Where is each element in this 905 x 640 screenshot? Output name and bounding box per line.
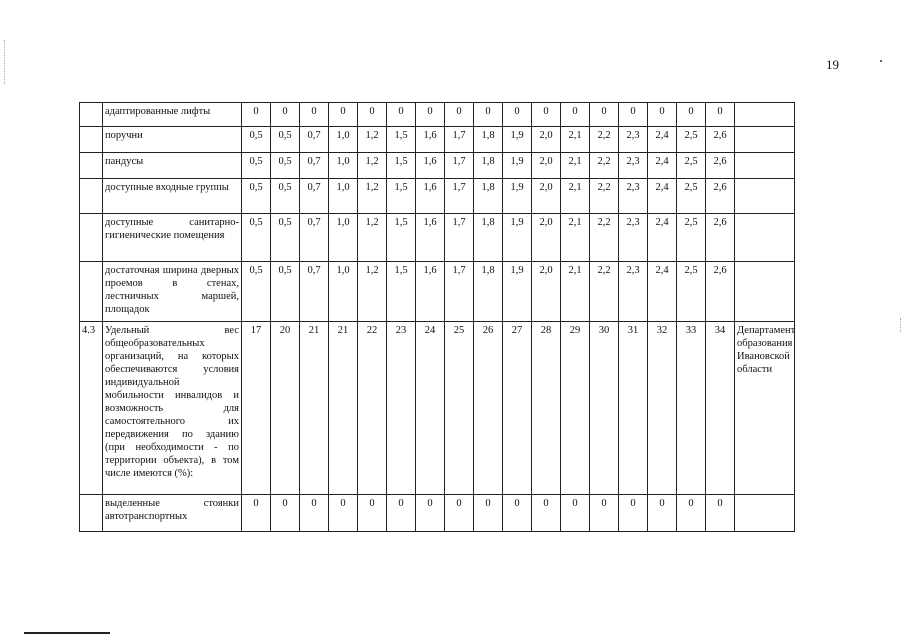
value-cell: 30 xyxy=(590,322,619,495)
value-cell: 29 xyxy=(561,322,590,495)
value-cell: 0 xyxy=(561,495,590,532)
value-cell: 2,2 xyxy=(590,153,619,179)
value-cell: 2,4 xyxy=(648,262,677,322)
value-cell: 2,2 xyxy=(590,127,619,153)
table-row xyxy=(80,153,795,179)
value-cell: 1,5 xyxy=(387,262,416,322)
value-cell: 2,6 xyxy=(706,262,735,322)
value-cell: 1,8 xyxy=(474,127,503,153)
row-number: 4.3 xyxy=(80,322,103,495)
value-cell: 1,2 xyxy=(358,127,387,153)
value-cell: 0 xyxy=(358,103,387,127)
value-cell: 2,0 xyxy=(532,127,561,153)
value-cell: 0,5 xyxy=(271,262,300,322)
value-cell: 1,7 xyxy=(445,214,474,262)
value-cell: 2,6 xyxy=(706,214,735,262)
value-cell: 2,2 xyxy=(590,262,619,322)
value-cell: 2,5 xyxy=(677,153,706,179)
value-cell: 0 xyxy=(619,103,648,127)
value-cell: 1,0 xyxy=(329,214,358,262)
value-cell: 0 xyxy=(416,495,445,532)
value-cell: 2,4 xyxy=(648,153,677,179)
value-cell: 1,7 xyxy=(445,262,474,322)
value-cell: 33 xyxy=(677,322,706,495)
row-number xyxy=(80,495,103,532)
indicator-label: адаптированные лифты xyxy=(103,103,242,127)
value-cell: 0,5 xyxy=(271,127,300,153)
responsible-executor xyxy=(735,127,795,153)
value-cell: 0 xyxy=(445,103,474,127)
value-cell: 28 xyxy=(532,322,561,495)
value-cell: 1,7 xyxy=(445,153,474,179)
value-cell: 1,6 xyxy=(416,179,445,214)
responsible-executor xyxy=(735,262,795,322)
value-cell: 20 xyxy=(271,322,300,495)
value-cell: 1,5 xyxy=(387,214,416,262)
table-row xyxy=(80,322,795,495)
value-cell: 1,0 xyxy=(329,179,358,214)
row-number xyxy=(80,214,103,262)
value-cell: 1,6 xyxy=(416,153,445,179)
value-cell: 0 xyxy=(648,495,677,532)
value-cell: 1,5 xyxy=(387,127,416,153)
value-cell: 1,8 xyxy=(474,179,503,214)
value-cell: 22 xyxy=(358,322,387,495)
row-number xyxy=(80,262,103,322)
value-cell: 0,7 xyxy=(300,127,329,153)
value-cell: 0,5 xyxy=(242,153,271,179)
value-cell: 2,3 xyxy=(619,214,648,262)
value-cell: 0 xyxy=(416,103,445,127)
value-cell: 0 xyxy=(300,495,329,532)
table-row xyxy=(80,214,795,262)
value-cell: 1,0 xyxy=(329,153,358,179)
value-cell: 1,9 xyxy=(503,127,532,153)
value-cell: 0 xyxy=(445,495,474,532)
value-cell: 0 xyxy=(271,103,300,127)
row-number xyxy=(80,103,103,127)
value-cell: 0,5 xyxy=(271,214,300,262)
value-cell: 0,5 xyxy=(242,127,271,153)
value-cell: 0 xyxy=(706,495,735,532)
value-cell: 0 xyxy=(648,103,677,127)
responsible-executor xyxy=(735,153,795,179)
value-cell: 0 xyxy=(387,495,416,532)
value-cell: 26 xyxy=(474,322,503,495)
value-cell: 0 xyxy=(242,495,271,532)
value-cell: 1,0 xyxy=(329,127,358,153)
table-row xyxy=(80,262,795,322)
value-cell: 1,5 xyxy=(387,179,416,214)
value-cell: 2,1 xyxy=(561,179,590,214)
value-cell: 0 xyxy=(242,103,271,127)
value-cell: 0 xyxy=(271,495,300,532)
indicator-label: пандусы xyxy=(103,153,242,179)
value-cell: 2,0 xyxy=(532,214,561,262)
value-cell: 2,3 xyxy=(619,127,648,153)
value-cell: 21 xyxy=(300,322,329,495)
value-cell: 2,3 xyxy=(619,262,648,322)
value-cell: 2,5 xyxy=(677,179,706,214)
value-cell: 2,2 xyxy=(590,214,619,262)
value-cell: 25 xyxy=(445,322,474,495)
value-cell: 1,6 xyxy=(416,214,445,262)
margin-mark xyxy=(4,40,6,84)
value-cell: 1,9 xyxy=(503,262,532,322)
value-cell: 0 xyxy=(532,103,561,127)
value-cell: 1,8 xyxy=(474,214,503,262)
value-cell: 21 xyxy=(329,322,358,495)
value-cell: 23 xyxy=(387,322,416,495)
value-cell: 0 xyxy=(329,103,358,127)
value-cell: 2,5 xyxy=(677,127,706,153)
value-cell: 2,2 xyxy=(590,179,619,214)
value-cell: 1,8 xyxy=(474,262,503,322)
value-cell: 17 xyxy=(242,322,271,495)
value-cell: 24 xyxy=(416,322,445,495)
value-cell: 0,5 xyxy=(271,153,300,179)
value-cell: 0,7 xyxy=(300,214,329,262)
value-cell: 0 xyxy=(677,103,706,127)
table-row xyxy=(80,103,795,127)
value-cell: 1,5 xyxy=(387,153,416,179)
value-cell: 0 xyxy=(300,103,329,127)
value-cell: 2,6 xyxy=(706,153,735,179)
value-cell: 1,8 xyxy=(474,153,503,179)
value-cell: 1,2 xyxy=(358,179,387,214)
value-cell: 32 xyxy=(648,322,677,495)
value-cell: 2,5 xyxy=(677,262,706,322)
row-number xyxy=(80,127,103,153)
value-cell: 0 xyxy=(590,495,619,532)
value-cell: 2,5 xyxy=(677,214,706,262)
value-cell: 2,3 xyxy=(619,179,648,214)
responsible-executor xyxy=(735,103,795,127)
footnote-rule xyxy=(24,632,110,634)
value-cell: 1,9 xyxy=(503,153,532,179)
value-cell: 2,0 xyxy=(532,179,561,214)
value-cell: 0 xyxy=(358,495,387,532)
value-cell: 0 xyxy=(677,495,706,532)
value-cell: 2,4 xyxy=(648,179,677,214)
responsible-executor xyxy=(735,495,795,532)
value-cell: 2,3 xyxy=(619,153,648,179)
indicators-table xyxy=(79,102,795,532)
value-cell: 0,7 xyxy=(300,153,329,179)
value-cell: 1,7 xyxy=(445,179,474,214)
value-cell: 2,1 xyxy=(561,262,590,322)
value-cell: 2,1 xyxy=(561,214,590,262)
value-cell: 0,5 xyxy=(242,214,271,262)
value-cell: 0 xyxy=(387,103,416,127)
table-row xyxy=(80,495,795,532)
value-cell: 0 xyxy=(561,103,590,127)
value-cell: 27 xyxy=(503,322,532,495)
value-cell: 2,0 xyxy=(532,153,561,179)
value-cell: 0 xyxy=(619,495,648,532)
value-cell: 0 xyxy=(329,495,358,532)
value-cell: 0 xyxy=(590,103,619,127)
responsible-executor xyxy=(735,179,795,214)
value-cell: 0 xyxy=(474,103,503,127)
value-cell: 2,1 xyxy=(561,127,590,153)
value-cell: 31 xyxy=(619,322,648,495)
value-cell: 2,4 xyxy=(648,214,677,262)
value-cell: 2,0 xyxy=(532,262,561,322)
value-cell: 1,2 xyxy=(358,153,387,179)
value-cell: 0 xyxy=(503,103,532,127)
value-cell: 0,7 xyxy=(300,179,329,214)
value-cell: 1,6 xyxy=(416,127,445,153)
value-cell: 1,7 xyxy=(445,127,474,153)
indicator-label: выделенные стоянки автотранспортных xyxy=(103,495,242,532)
page-number: 19 xyxy=(826,57,839,72)
value-cell: 2,6 xyxy=(706,179,735,214)
margin-mark xyxy=(900,318,902,332)
row-number xyxy=(80,179,103,214)
value-cell: 0,5 xyxy=(242,262,271,322)
table-row xyxy=(80,127,795,153)
indicator-label: достаточная ширина дверных проемов в стенах, лестничных маршей, площадок xyxy=(103,262,242,322)
value-cell: 0 xyxy=(706,103,735,127)
value-cell: 2,6 xyxy=(706,127,735,153)
value-cell: 0,5 xyxy=(242,179,271,214)
row-number xyxy=(80,153,103,179)
indicator-label: доступные санитарно-гигиенические помещения xyxy=(103,214,242,262)
value-cell: 34 xyxy=(706,322,735,495)
value-cell: 0,7 xyxy=(300,262,329,322)
indicator-label: доступные входные группы xyxy=(103,179,242,214)
value-cell: 1,2 xyxy=(358,214,387,262)
value-cell: 1,6 xyxy=(416,262,445,322)
value-cell: 0 xyxy=(503,495,532,532)
speck xyxy=(880,60,882,62)
indicator-label: Удельный вес общеобразовательных организаций, на которых обеспечиваются условия индивидуальной мобильности инвалидов и возможность для самостоятельного их передвижения по зданию (при необходимости - по территории объекта), в том числе имеются (%): xyxy=(103,322,242,495)
responsible-executor: Департамент образования Ивановской области xyxy=(735,322,795,495)
value-cell: 2,4 xyxy=(648,127,677,153)
value-cell: 2,1 xyxy=(561,153,590,179)
table-row xyxy=(80,179,795,214)
value-cell: 1,9 xyxy=(503,179,532,214)
value-cell: 1,2 xyxy=(358,262,387,322)
value-cell: 0,5 xyxy=(271,179,300,214)
responsible-executor xyxy=(735,214,795,262)
value-cell: 0 xyxy=(532,495,561,532)
value-cell: 1,0 xyxy=(329,262,358,322)
value-cell: 0 xyxy=(474,495,503,532)
value-cell: 1,9 xyxy=(503,214,532,262)
indicator-label: поручни xyxy=(103,127,242,153)
